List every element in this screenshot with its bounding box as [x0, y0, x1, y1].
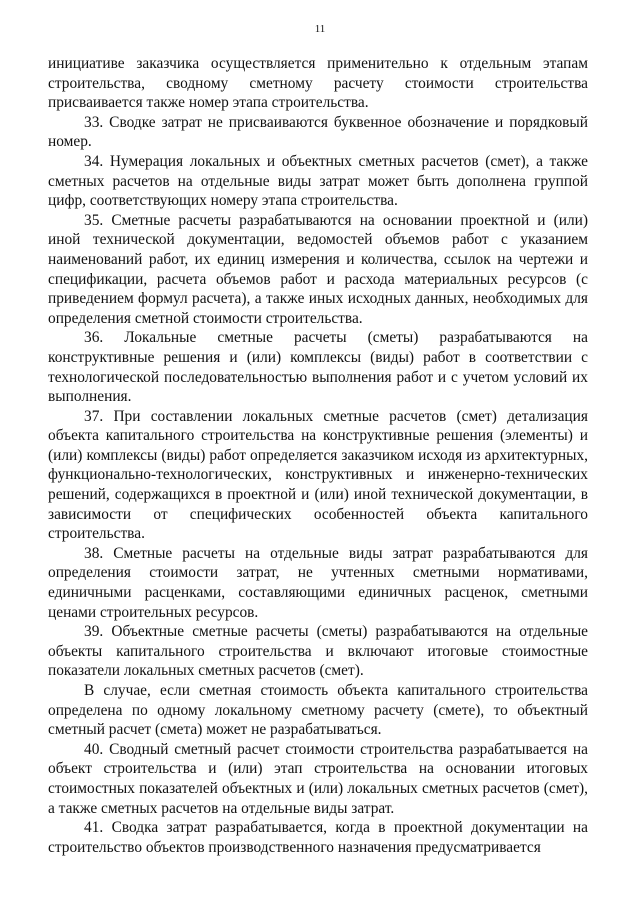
paragraph-40: 40. Сводный сметный расчет стоимости строительства разрабатывается на объект строительства и (или) этап строительства на основании итоговых стоимостных показателей объектных и (или) локальных сметных расчетов (смет), а также сметных расчетов на отдельные виды затрат.	[48, 740, 588, 817]
paragraph-36: 36. Локальные сметные расчеты (сметы) разрабатываются на конструктивные решения и (или) комплексы (виды) работ в соответствии с технологической последовательностью выполнения работ и с учетом условий их выполнения.	[48, 329, 588, 406]
paragraph-continuation: инициативе заказчика осуществляется применительно к отдельным этапам строительства, сводному сметному расчету стоимости строительства присваивается также номер этапа строительства.	[48, 55, 588, 112]
page-body	[48, 54, 588, 857]
page-number: 11	[314, 23, 326, 35]
paragraph-39-note: В случае, если сметная стоимость объекта капитального строительства определена по одному локальному сметному расчету (смете), то объектный сметный расчет (смета) может не разрабатываться.	[48, 682, 588, 739]
paragraph-41: 41. Сводка затрат разрабатывается, когда в проектной документации на строительство объектов производственного назначения предусматривается	[48, 819, 588, 856]
paragraph-33: 33. Сводке затрат не присваиваются буквенное обозначение и порядковый номер.	[48, 113, 588, 151]
paragraph-39: 39. Объектные сметные расчеты (сметы) разрабатываются на отдельные объекты капитального строительства и включают итоговые стоимостные показатели локальных сметных расчетов (смет).	[48, 623, 588, 680]
paragraph-35: 35. Сметные расчеты разрабатываются на основании проектной и (или) иной технической документации, ведомостей объемов работ с указанием наименований работ, их единиц измерения и количества, ссылок на чертежи и спецификации, расчета объемов работ и расхода материальных ресурсов (с приведением формул расчета), а также иных исходных данных, необходимых для определения сметной стоимости строительства.	[48, 211, 588, 327]
paragraph-38: 38. Сметные расчеты на отдельные виды затрат разрабатываются для определения стоимости затрат, не учтенных сметными нормативами, единичными расценками, составляющими единичных расценок, сметными ценами строительных ресурсов.	[48, 544, 588, 621]
paragraph-37: 37. При составлении локальных сметные расчетов (смет) детализация объекта капитального строительства на конструктивные решения (элементы) и (или) комплексы (виды) работ определяется заказчиком исходя из архитектурных, функционально-технологических, конструктивных и инженерно-технических решений, содержащихся в проектной и (или) иной технической документации, в зависимости от специфических особенностей объекта капитального строительства.	[48, 407, 588, 543]
paragraph-34: 34. Нумерация локальных и объектных сметных расчетов (смет), а также сметных расчетов на отдельные виды затрат может быть дополнена группой цифр, соответствующих номеру этапа строительства.	[48, 152, 588, 210]
